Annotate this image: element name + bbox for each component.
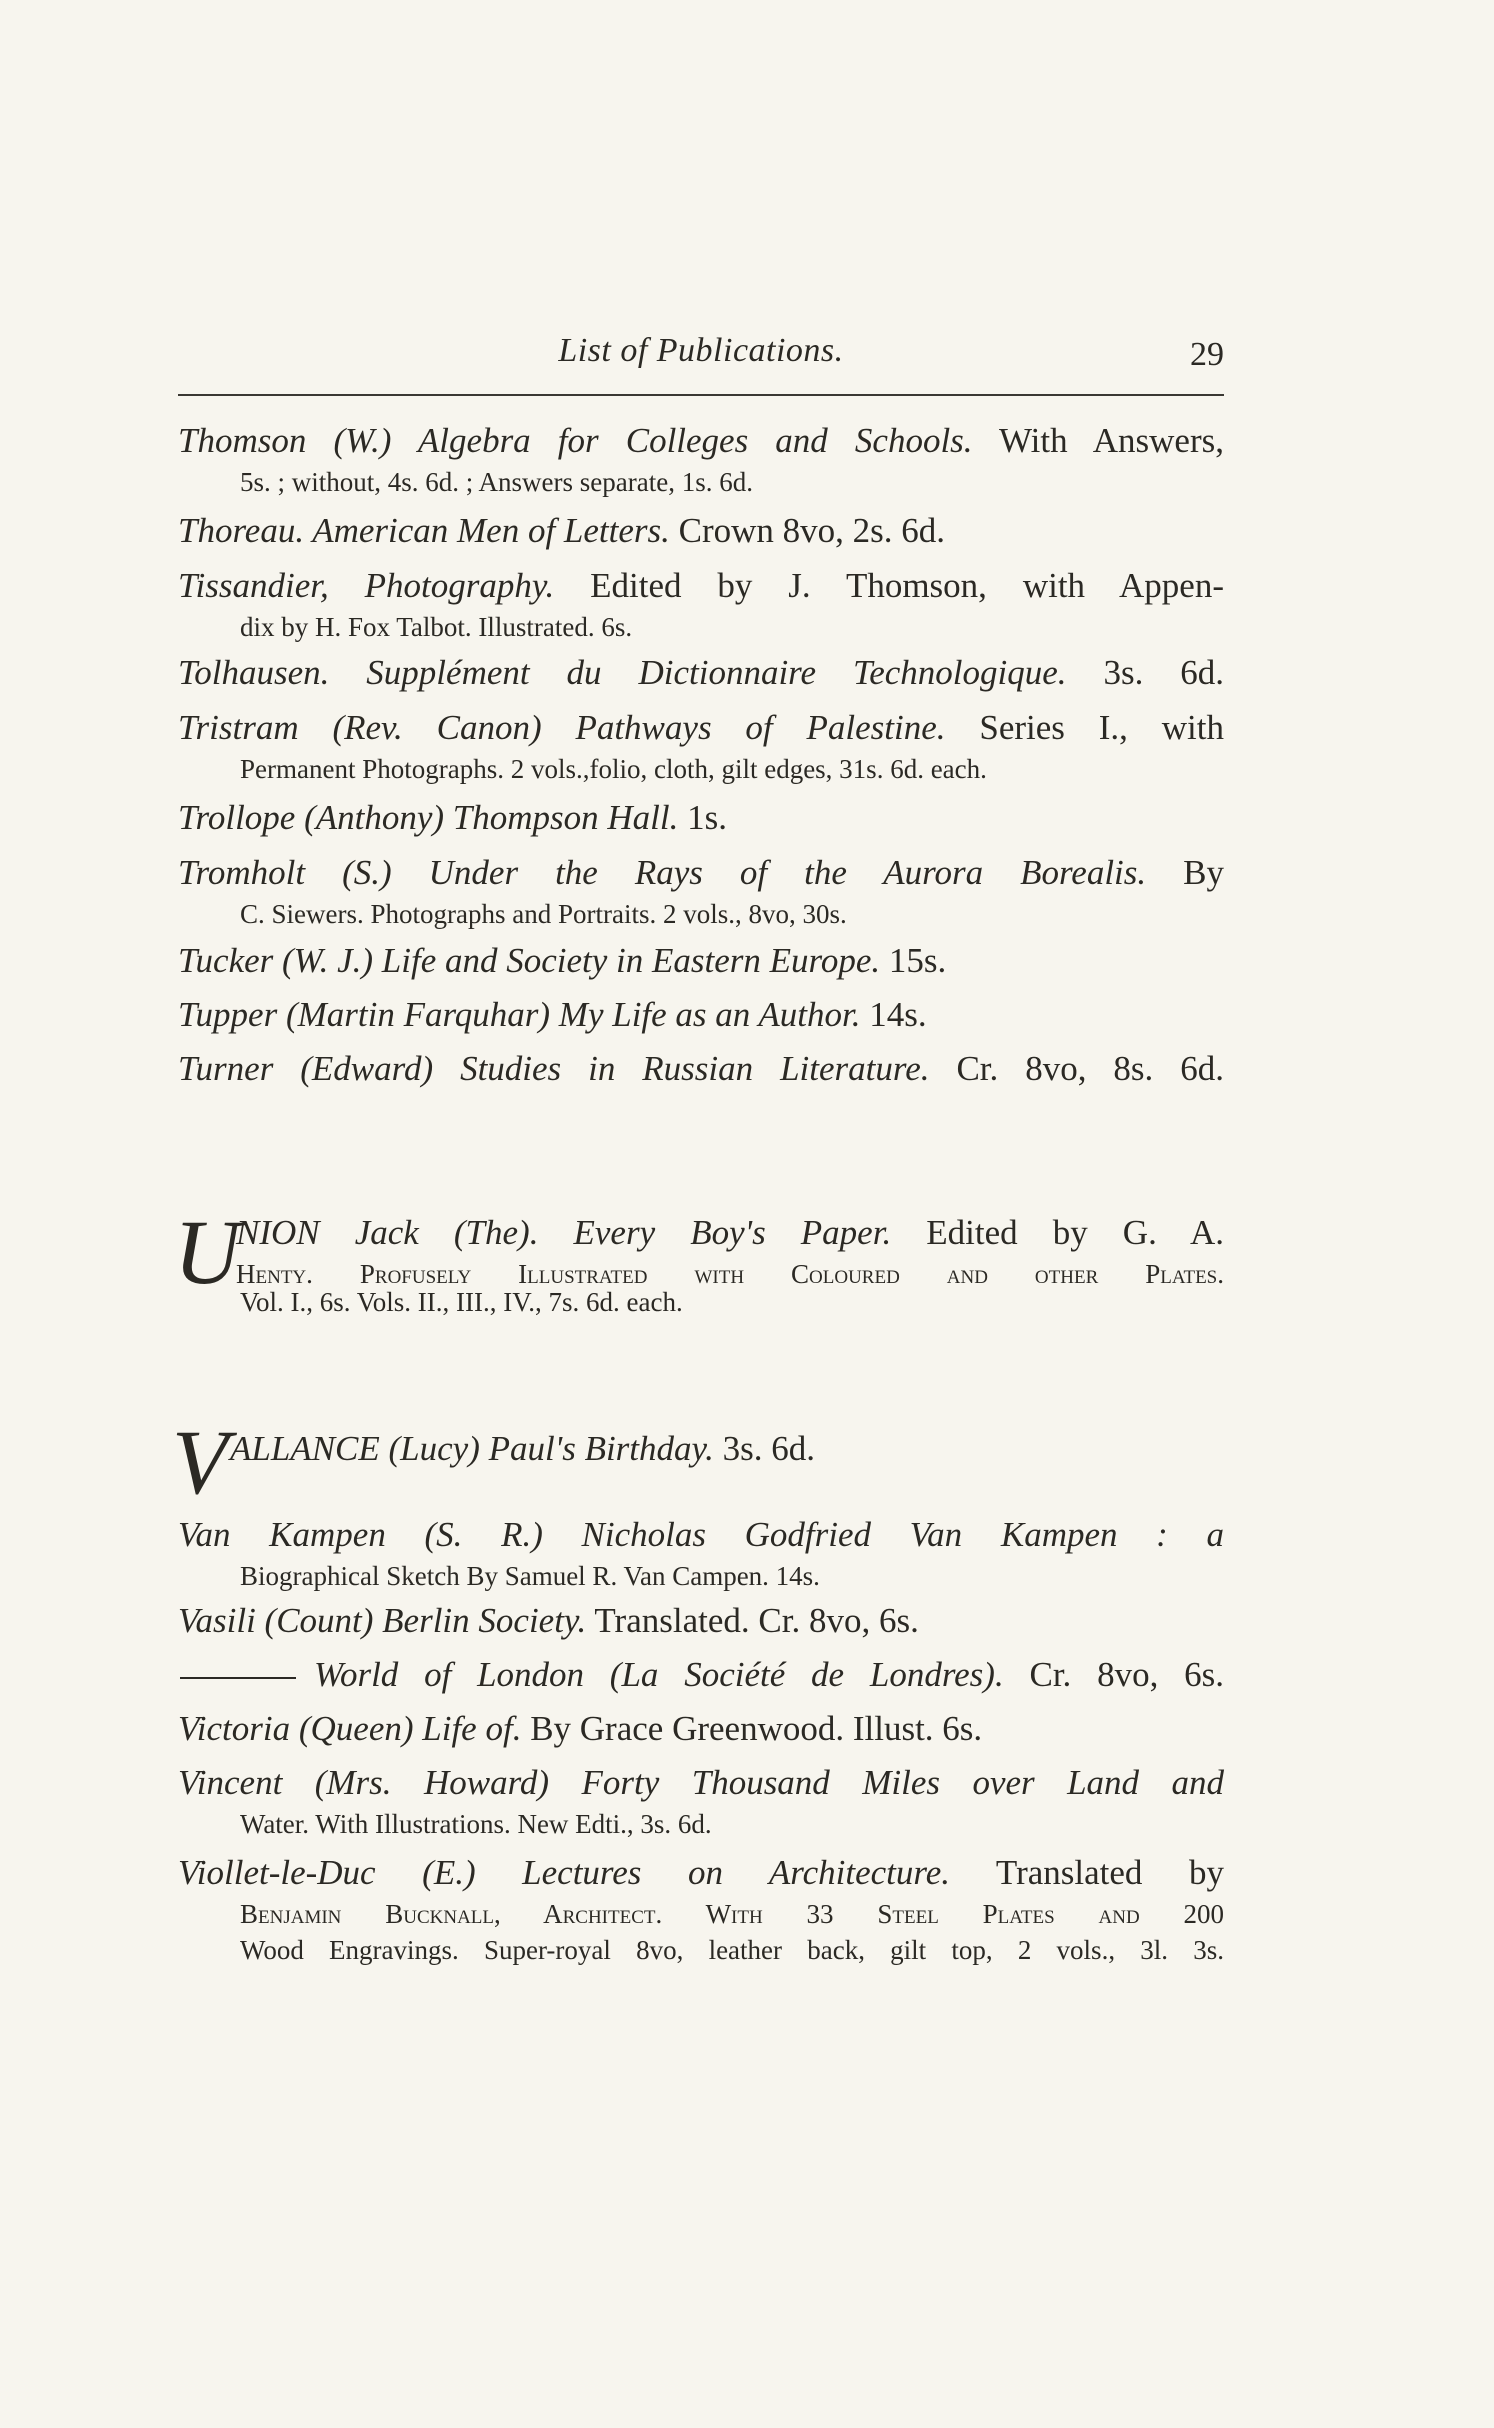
entry-title: Thomson (W.) Algebra for Colleges and Schools.: [178, 421, 973, 460]
entry-continuation: Wood Engravings. Super-royal 8vo, leather back, gilt top, 2 vols., 3l. 3s.: [240, 1935, 1224, 1965]
entry-title: Thoreau. American Men of Letters.: [178, 511, 670, 550]
dropcap-u: U: [174, 1201, 241, 1303]
entry-detail: 14s.: [860, 995, 927, 1034]
entry-title: ALLANCE (Lucy) Paul's Birthday.: [230, 1429, 714, 1468]
entry-continuation: Biographical Sketch By Samuel R. Van Campen. 14s.: [240, 1561, 820, 1591]
entry-continuation: 5s. ; without, 4s. 6d. ; Answers separate, 1s. 6d.: [240, 467, 753, 497]
ditto-dash: [180, 1677, 296, 1679]
entry-tucker: [178, 938, 1224, 984]
entry-title: Tissandier, Photography.: [178, 566, 555, 605]
entry-title: NION Jack (The). Every Boy's Paper.: [236, 1213, 892, 1252]
running-head: [178, 328, 1224, 378]
entry-title: Tristram (Rev. Canon) Pathways of Palestine.: [178, 708, 946, 747]
entry-detail: With Answers,: [972, 421, 1224, 460]
entry-union-jack-vols: [240, 1284, 1224, 1320]
entry-tromholt: [178, 850, 1224, 932]
entry-title: Tupper (Martin Farquhar) My Life as an Author.: [178, 995, 861, 1034]
entry-van-kampen: [178, 1512, 1224, 1594]
entry-detail: Cr. 8vo, 8s. 6d.: [929, 1049, 1224, 1088]
entry-turner: [178, 1046, 1224, 1092]
entry-detail: Edited by J. Thomson, with Appen-: [554, 566, 1224, 605]
entry-detail: Crown 8vo, 2s. 6d.: [669, 511, 946, 550]
entry-detail: Edited by G. A.: [891, 1213, 1224, 1252]
entry-viollet-le-duc: [178, 1850, 1224, 1968]
entry-detail: Series I., with: [945, 708, 1224, 747]
entry-detail: Cr. 8vo, 6s.: [1003, 1655, 1224, 1694]
entry-detail: By: [1146, 853, 1224, 892]
entry-title: Vasili (Count) Berlin Society.: [178, 1601, 587, 1640]
entry-tupper: [178, 992, 1224, 1038]
entry-detail: 3s. 6d.: [713, 1429, 815, 1468]
entry-thomson: [178, 418, 1224, 500]
entry-continuation: Water. With Illustrations. New Edti., 3s. 6d.: [240, 1809, 712, 1839]
entry-detail: Translated by: [950, 1853, 1224, 1892]
entry-continuation: C. Siewers. Photographs and Portraits. 2 vols., 8vo, 30s.: [240, 899, 847, 929]
entry-title: Van Kampen (S. R.) Nicholas Godfried Van Kampen : a: [178, 1515, 1224, 1554]
entry-continuation: Permanent Photographs. 2 vols.,folio, cloth, gilt edges, 31s. 6d. each.: [240, 754, 987, 784]
entry-continuation: Benjamin Bucknall, Architect. With 33 Steel Plates and 200: [240, 1899, 1224, 1929]
entry-title: Viollet-le-Duc (E.) Lectures on Architecture.: [178, 1853, 950, 1892]
entry-vasili: [178, 1598, 1224, 1644]
entry-tissandier: [178, 563, 1224, 645]
entry-continuation: dix by H. Fox Talbot. Illustrated. 6s.: [240, 612, 633, 642]
entry-detail: By Grace Greenwood. Illust. 6s.: [521, 1709, 983, 1748]
entry-vasili-world: [178, 1652, 1224, 1698]
entry-tristram: [178, 705, 1224, 787]
entry-detail: 15s.: [880, 941, 947, 980]
entry-detail: 1s.: [678, 798, 727, 837]
entry-vallance: [230, 1426, 1224, 1472]
entry-title: Tolhausen. Supplément du Dictionnaire Technologique.: [178, 653, 1067, 692]
entry-title: Victoria (Queen) Life of.: [178, 1709, 522, 1748]
entry-detail: 3s. 6d.: [1066, 653, 1224, 692]
header-rule: [178, 394, 1224, 396]
entry-vincent: [178, 1760, 1224, 1842]
entry-continuation: Henty. Profusely Illustrated with Coloured and other Plates.: [236, 1259, 1224, 1289]
dropcap-v: V: [172, 1411, 229, 1513]
page-title: List of Publications.: [558, 332, 844, 369]
entry-title: World of London (La Société de Londres).: [314, 1655, 1004, 1694]
entry-title: Tromholt (S.) Under the Rays of the Aurora Borealis.: [178, 853, 1147, 892]
page-number: 29: [1190, 336, 1224, 373]
entry-tolhausen: [178, 650, 1224, 696]
entry-title: Turner (Edward) Studies in Russian Literature.: [178, 1049, 930, 1088]
entry-union-jack: [236, 1210, 1224, 1292]
entry-trollope: [178, 795, 1224, 841]
entry-title: Trollope (Anthony) Thompson Hall.: [178, 798, 679, 837]
entry-thoreau: [178, 508, 1224, 554]
entry-detail: Translated. Cr. 8vo, 6s.: [586, 1601, 919, 1640]
entry-title: Vincent (Mrs. Howard) Forty Thousand Miles over Land and: [178, 1763, 1224, 1802]
entry-victoria: [178, 1706, 1224, 1752]
entry-continuation: Vol. I., 6s. Vols. II., III., IV., 7s. 6d. each.: [240, 1287, 683, 1317]
entry-title: Tucker (W. J.) Life and Society in Eastern Europe.: [178, 941, 881, 980]
